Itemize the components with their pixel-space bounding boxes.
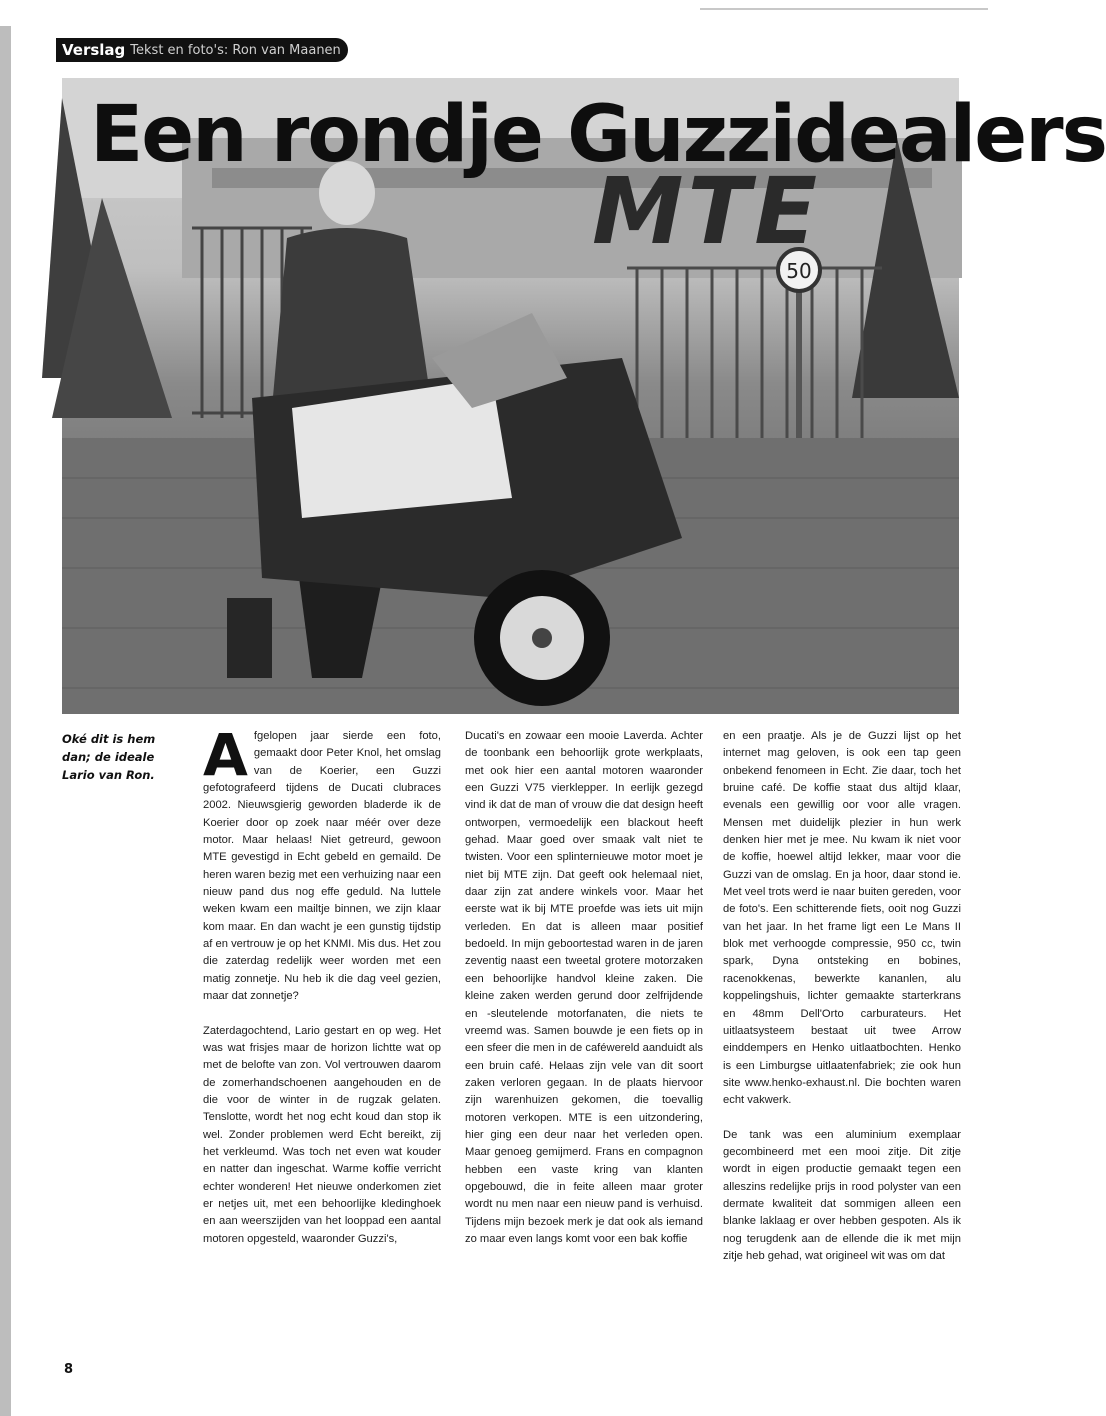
photo-caption: Oké dit is hem dan; de ideale Lario van Ron. [62,732,156,782]
section-header [56,38,348,62]
front-hub [532,628,552,648]
paragraph: Ducati's en zowaar een mooie Laverda. Achter de toonbank een behoorlijk grote werkplaats, met ook hier een aantal motoren waaronder een Guzzi V75 vierklepper. In eerlijk gezegd vind ik dat de man of vrouw die dat design heeft ontworpen, vermoedelijk een blackout heeft gehad. Maar goed over smaak valt niet te twisten. Voor een splinternieuwe motor moet je niet bij MTE zijn. Dat geeft ook helemaal niet, daar zijn zat andere winkels voor. Maar het eerste wat ik bij MTE proefde was iets uit mijn verleden. En dat is alleen maar positief bedoeld. In mijn geboortestad waren in de jaren zeventig naast een tweetal grotere motorzaken een behoorlijke handvol kleine zaken. Die kleine zaken werden gerund door zelfrijdende en -sleutelende motorfanaten, die niets te vreemd was. Samen bouwde je een fiets op in een sfeer die men in de caféwereld aanduidt als een bruin café. Helaas zijn vele van dit soort zaken verloren gegaan. In de plaats hiervoor zijn warenhuizen gekomen, die toevallig motoren verkopen. MTE is een uitzondering, hier ging een deur naar het verleden open. Maar genoeg gemijmerd. Frans en compagnon hebben een vaste kring van klanten opgebouwd, die in feite alleen maar groter wordt nu men naar een nieuw pand is verhuisd. Tijdens mijn bezoek merk je dat ook als iemand zo maar even langs komt voor een bak koffie [465,730,703,1245]
page-number: 8 [64,1362,74,1377]
article-photo [62,78,1106,714]
paragraph: De tank was een aluminium exemplaar gecombineerd met een mooi zitje. Dit zitje wordt in eigen productie gemaakt tegen een alleszins redelijke prijs in rood polyster van een dermate kwaliteit dat sommigen alleen een blanke laklaag er over hebben gespoten. Als ik nog terugdenk aan de ellende die ik met mijn zitje heb gehad, wat origineel wit was om dat [723,1128,961,1262]
author-credit: Tekst en foto's: Ron van Maanen [130,42,341,58]
article-headline: Een rondje Guzzidealers [90,90,1106,180]
speed-sign-text: 50 [786,259,812,283]
mte-logo: MTE [592,158,822,265]
left-margin-bar [0,26,11,1416]
top-rule [700,8,988,10]
paragraph: Zaterdagochtend, Lario gestart en op weg. Het was wat frisjes maar de horizon lichtte wat op met de belofte van zon. Vol vertrouwen daarom de zomerhandschoenen aangehouden en de die voor de winter in de rugzak gelaten. Tenslotte, wordt het nog echt koud dan stop ik wel. Zonder problemen werd Echt bereikt, zij het verkleumd. Was toch net even wat kouder en natter dan ingeschat. Warme koffie verricht echter wonderen! Het nieuwe onderkomen ziet er netjes uit, met een behoorlijke kledinghoek en aan weerszijden van het looppad een aantal motoren opgesteld, waaronder Guzzi's, [203,1024,441,1245]
article-column-2 [465,728,703,1265]
paragraph-text: fgelopen jaar sierde een foto, gemaakt door Peter Knol, het omslag van de Koerier, een Guzzi gefotografeerd tijdens de Ducati clubraces 2002. Nieuwsgierig geworden bladerde ik de Koerier door op zoek naar méér over deze motor. Maar helaas! Niet getreurd, gewoon MTE gevestigd in Echt gebeld en gemaild. De heren waren bezig met een verhuizing naar een nieuw pand dus nog effe geduld. Na luttele weken kwam een mailtje binnen, we zijn klaar kom maar. En dan wacht je een gunstig tijdstip af en vertrouw je op het KNMI. Mis dus. Het zou die zaterdag redelijk weer worden met een matig zonnetje. Nu heb ik die dag veel gezien, maar dat zonnetje? [203,730,441,1003]
article-column-3 [723,728,961,1282]
paragraph: en een praatje. Als je de Guzzi lijst op het internet mag geloven, is ook een tap geen onbekend fenomeen in Echt. Zie daar, toch het bruine café. De koffie staat dus altijd klaar, evenals een gewillig oor voor alle vragen. Mensen met duidelijk plezier in hun werk denken hier met je mee. Nu kwam ik niet voor de koffie, hoewel altijd lekker, maar voor die Guzzi van de omslag. En ja hoor, daar stond ie. Met veel trots werd ie naar buiten gereden, voor de foto's. Een schitterende fiets, ooit nog Guzzi van het jaar. In het frame ligt een Le Mans II blok met verhoogde compressie, 950 cc, twin spark, Dyna ontsteking en bobines, racenokkenas, bewerkte kananlen, alu koppelingshuis, lichter gemaakte starterkrans en 48mm Dell'Orto carburateurs. Het uitlaatsysteem bestaat uit twee Arrow einddempers en Henko uitlaatbochten. Henko is een Limburgse uitlaatenfabriek; zie ook hun site www.henko-exhaust.nl. Die bochten waren echt vakwerk. [723,730,961,1107]
paragraph [203,721,441,1006]
rider-boot [227,598,272,678]
section-label: Verslag [62,41,126,59]
drop-cap: A [203,721,248,789]
article-column-1 [203,721,441,1265]
rider-jacket [272,228,432,408]
